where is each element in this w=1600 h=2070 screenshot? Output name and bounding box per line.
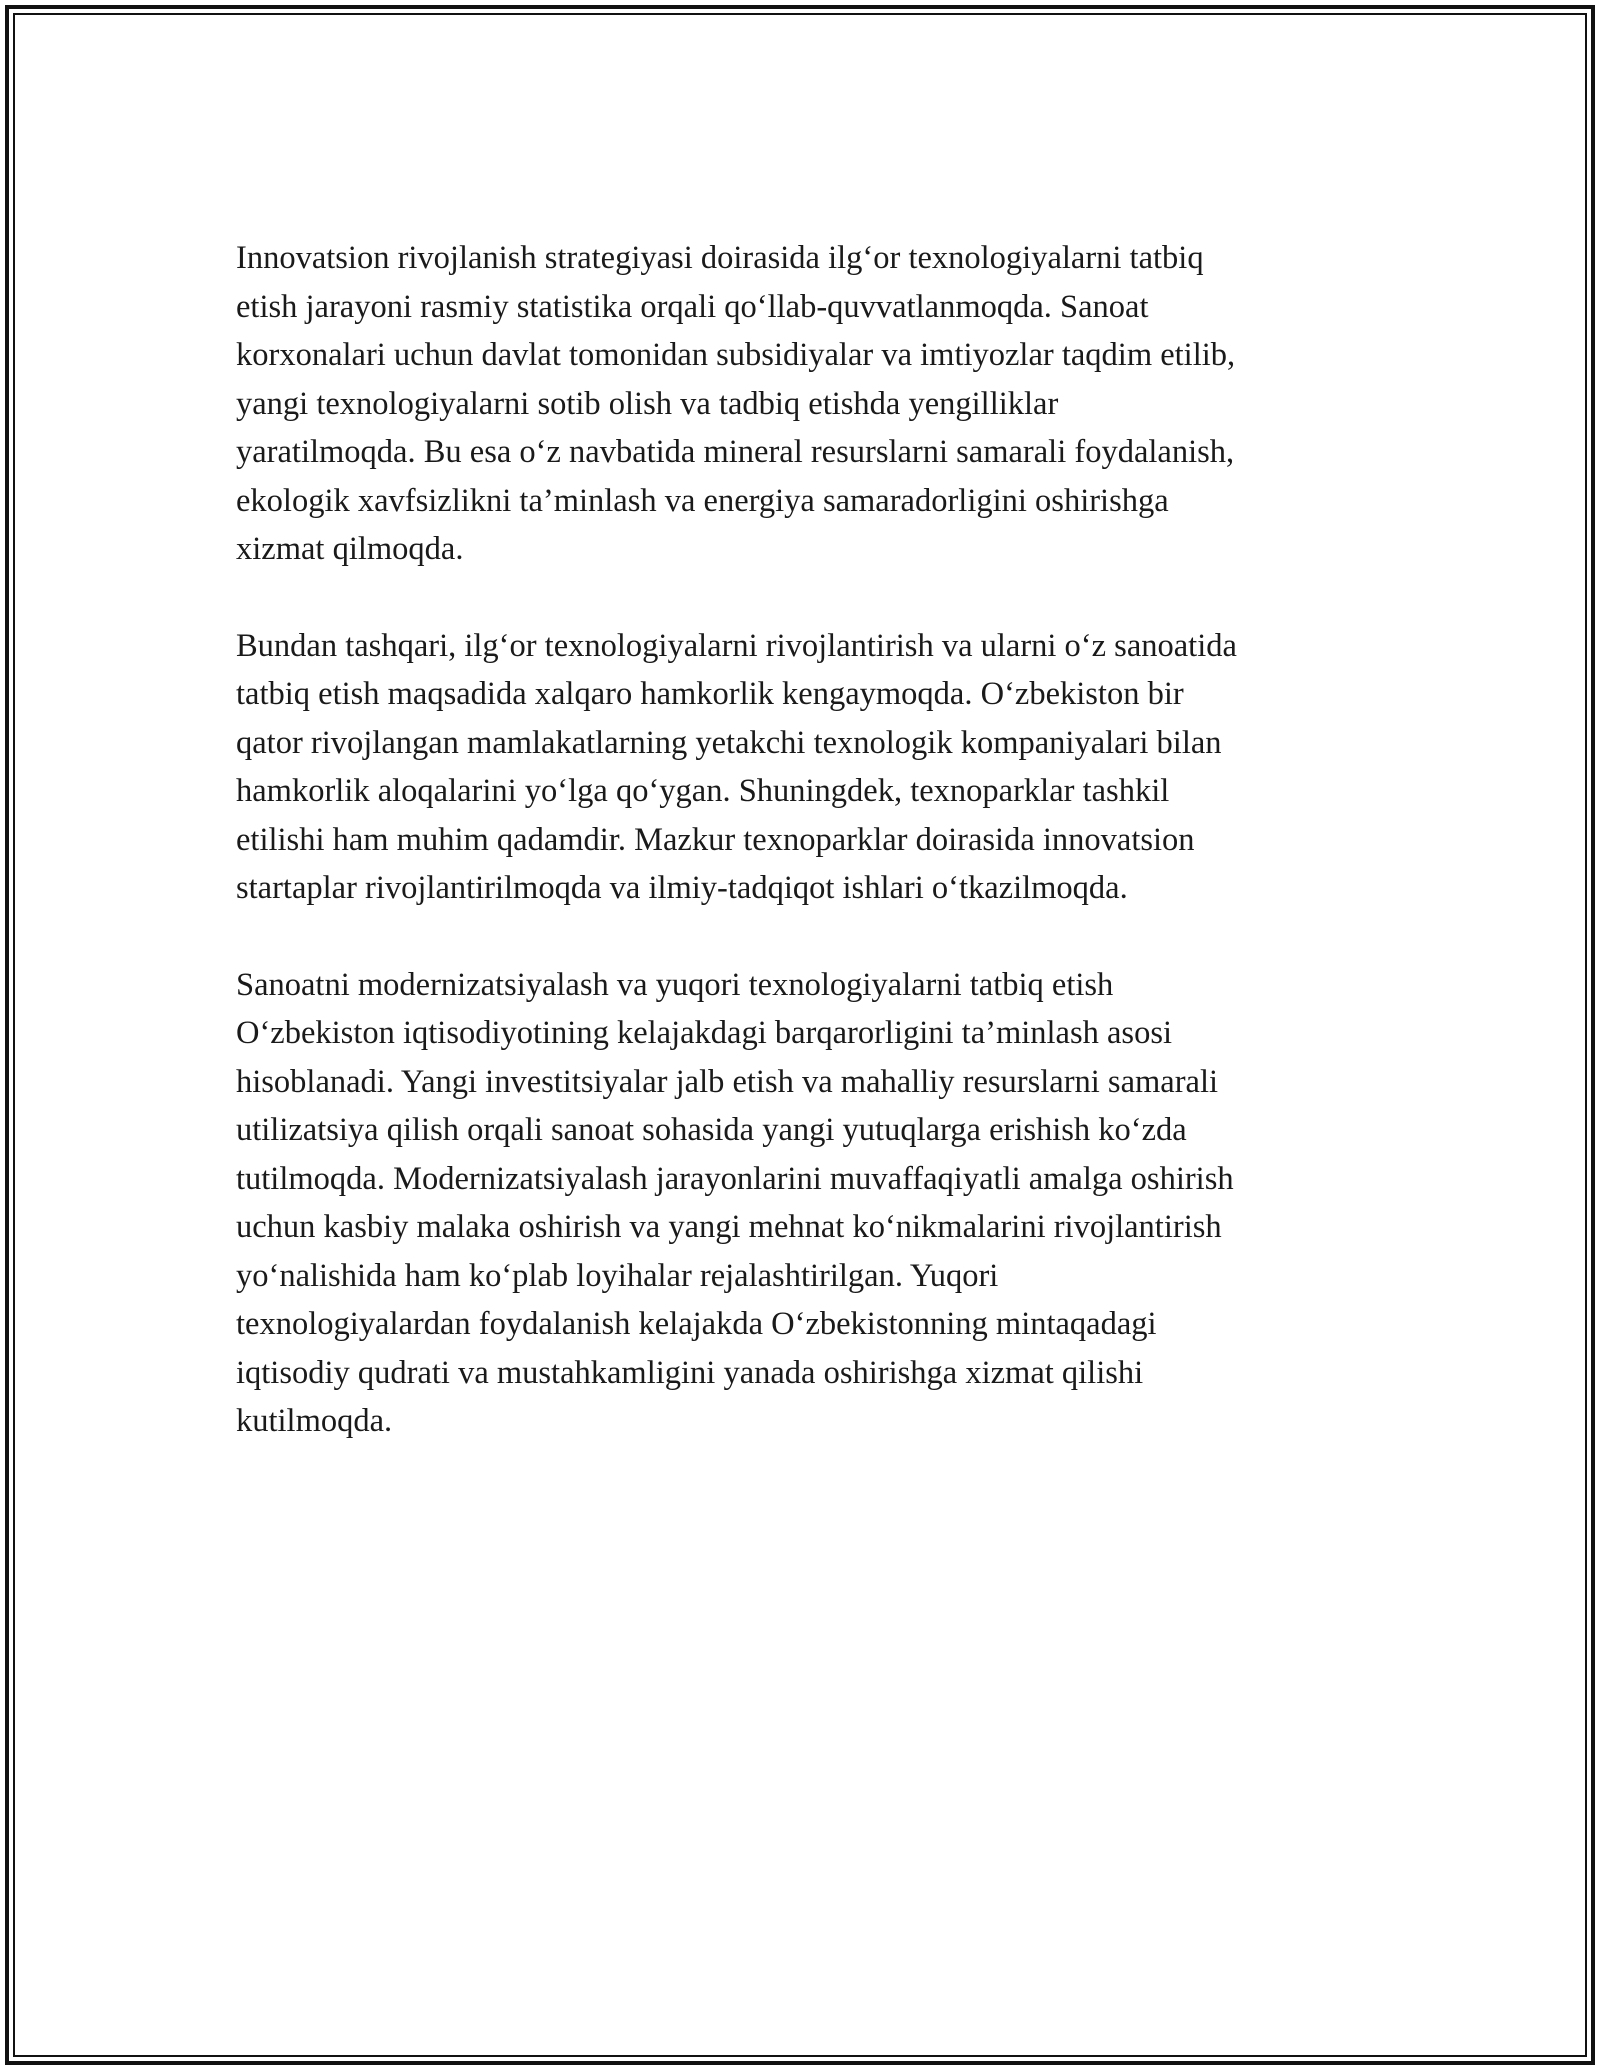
paragraph-2: Bundan tashqari, ilg‘or texnologiyalarni rivojlantirish va ularni o‘z sanoatida tatbiq etish maqsadida xalqaro hamkorlik kengaymoqda. O‘zbekiston bir qator rivojlangan mamlakatlarning yetakchi texnologik kompaniyalari bilan hamkorlik aloqalarini yo‘lga qo‘ygan. Shuningdek, texnoparklar tashkil etilishi ham muhim qadamdir. Mazkur texnoparklar doirasida innovatsion startaplar rivojlantirilmoqda va ilmiy-tadqiqot ishlari o‘tkazilmoqda. (236, 627, 1237, 906)
document-body (236, 234, 1376, 1494)
paragraph-1: Innovatsion rivojlanish strategiyasi doirasida ilg‘or texnologiyalarni tatbiq etish jarayoni rasmiy statistika orqali qo‘llab-quvvatlanmoqda. Sanoat korxonalari uchun davlat tomonidan subsidiyalar va imtiyozlar taqdim etilib, yangi texnologiyalarni sotib olish va tadbiq etishda yengilliklar yaratilmoqda. Bu esa o‘z navbatida mineral resurslarni samarali foydalanish, ekologik xavfsizlikni ta’minlash va energiya samaradorligini oshirishga xizmat qilmoqda. (236, 240, 1236, 567)
paragraph-3: Sanoatni modernizatsiyalash va yuqori texnologiyalarni tatbiq etish O‘zbekiston iqtisodiyotining kelajakdagi barqarorligini ta’minlash asosi hisoblanadi. Yangi investitsiyalar jalb etish va mahalliy resurslarni samarali utilizatsiya qilish orqali sanoat sohasida yangi yutuqlarga erishish ko‘zda tutilmoqda. Modernizatsiyalash jarayonlarini muvaffaqiyatli amalga oshirish uchun kasbiy malaka oshirish va yangi mehnat ko‘nikmalarini rivojlantirish yo‘nalishida ham ko‘plab loyihalar rejalashtirilgan. Yuqori texnologiyalardan foydalanish kelajakda O‘zbekistonning mintaqadagi iqtisodiy qudrati va mustahkamligini yanada oshirishga xizmat qilishi kutilmoqda. (236, 966, 1234, 1439)
